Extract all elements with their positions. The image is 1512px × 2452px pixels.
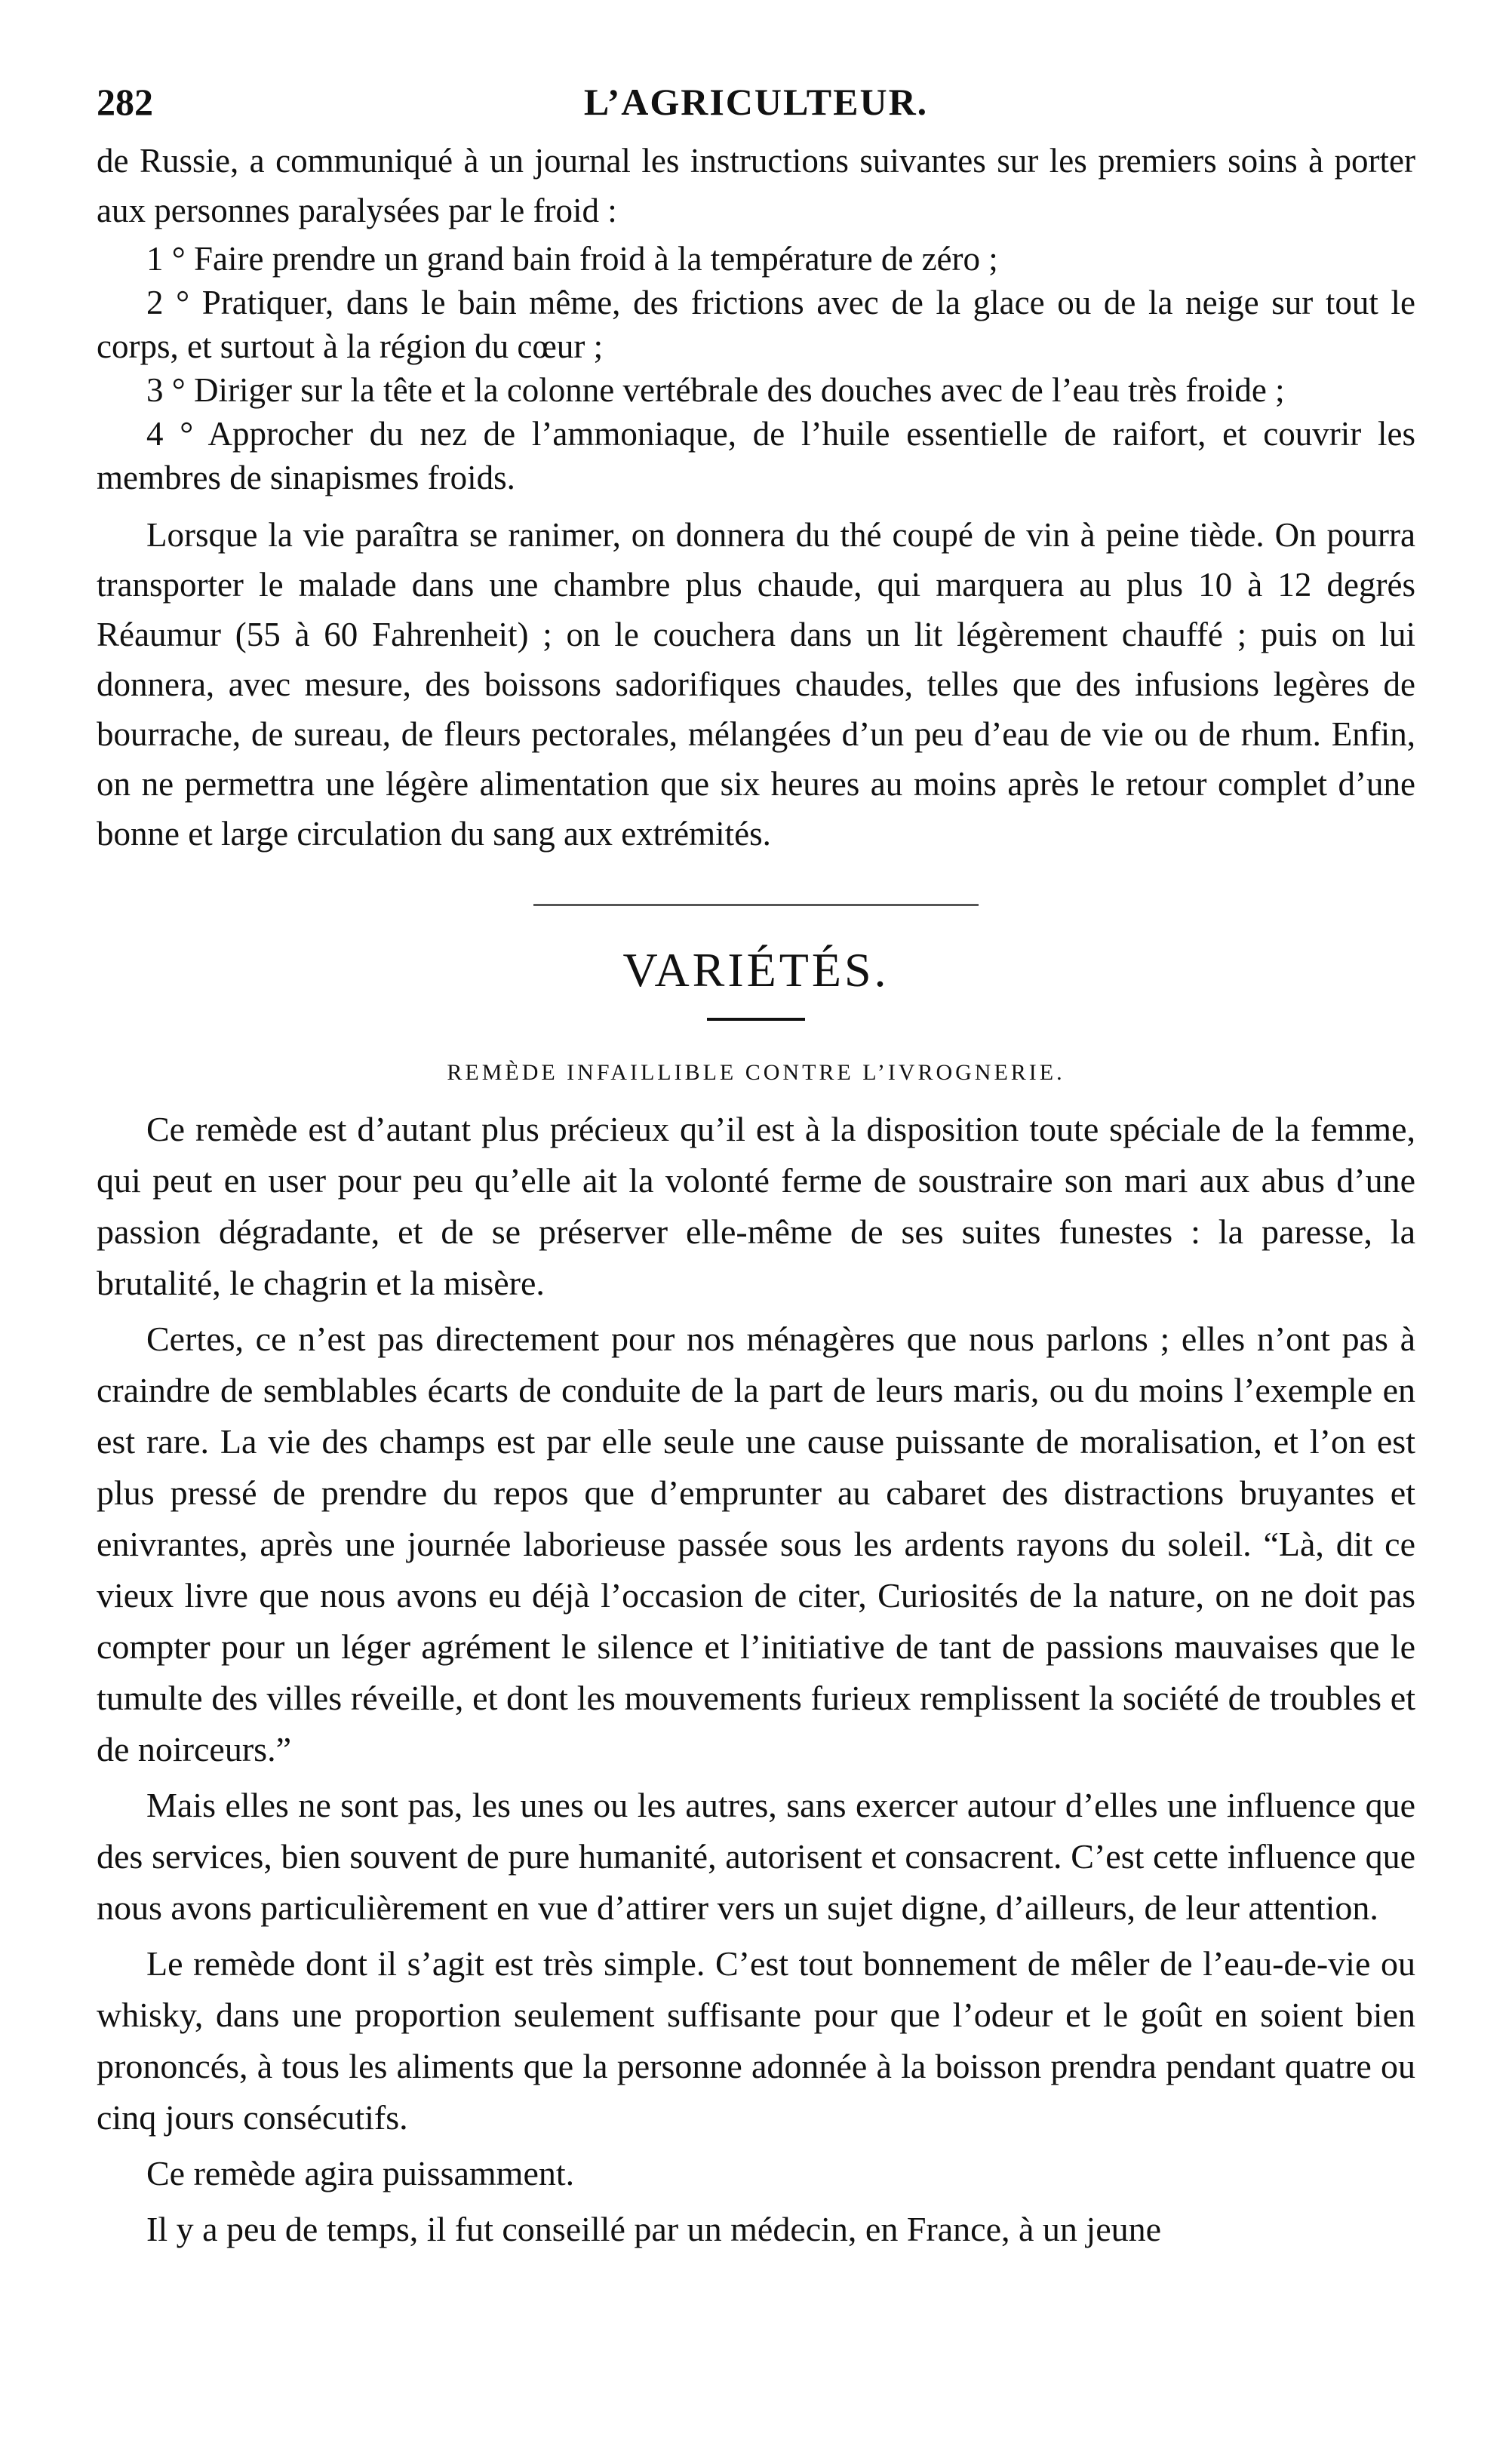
article-body xyxy=(97,1104,1415,2255)
instruction-list xyxy=(97,237,1415,499)
article-paragraph-3: Mais elles ne sont pas, les unes ou les autres, sans exercer autour d’elles une influence que des services, bien souvent de pure humanité, autorisent et consacrent. C’est cette influence que nous avons particulièrement en vue d’attirer vers un sujet digne, d’ailleurs, de leur attention. xyxy=(97,1786,1415,1927)
instruction-item-1: 1 ° Faire prendre un grand bain froid à la température de zéro ; xyxy=(146,240,998,278)
instruction-item-3: 3 ° Diriger sur la tête et la colonne vertébrale des douches avec de l’eau très froide ; xyxy=(146,371,1285,409)
article-paragraph-1: Ce remède est d’autant plus précieux qu’il est à la disposition toute spéciale de la femme, qui peut en user pour peu qu’elle ait la volonté ferme de soustraire son mari aux abus d’une passion dégradante, et de se préserver elle-même de ses suites funestes : la paresse, la brutalité, le chagrin et la misère. xyxy=(97,1110,1415,1302)
instruction-item-2: 2 ° Pratiquer, dans le bain même, des frictions avec de la glace ou de la neige sur tout le corps, et surtout à la région du cœur ; xyxy=(97,284,1415,365)
instruction-item-4: 4 ° Approcher du nez de l’ammoniaque, de l’huile essentielle de raifort, et couvrir les membres de sinapismes froids. xyxy=(97,415,1415,496)
treatment-paragraph: Lorsque la vie paraîtra se ranimer, on donnera du thé coupé de vin à peine tiède. On pourra transporter le malade dans une chambre plus chaude, qui marquera au plus 10 à 12 degrés Réaumur (55 à 60 Fahrenheit) ; on le couchera dans un lit légèrement chauffé ; puis on lui donnera, avec mesure, des boissons sadorifiques chaudes, telles que des infusions legères de bourrache, de sureau, de fleurs pectorales, mélangées d’un peu d’eau de vie ou de rhum. Enfin, on ne permettra une légère alimentation que six heures au moins après le retour complet d’une bonne et large circulation du sang aux extrémités. xyxy=(97,516,1415,853)
article-paragraph-5: Ce remède agira puissamment. xyxy=(146,2154,575,2192)
document-page xyxy=(97,72,1415,2255)
page-number: 282 xyxy=(97,81,153,123)
intro-paragraph: de Russie, a communiqué à un journal les instructions suivantes sur les premiers soins à porter aux personnes paralysées par le froid : xyxy=(97,142,1415,229)
running-header xyxy=(97,72,1415,133)
section-divider xyxy=(533,904,979,906)
article-paragraph-4: Le remède dont il s’agit est très simple. C’est tout bonnement de mêler de l’eau-de-vie ou whisky, dans une proportion seulement suffisante pour que l’odeur et le goût en soient bien prononcés, à tous les aliments que la personne adonnée à la boisson prendra pendant quatre ou cinq jours consécutifs. xyxy=(97,1944,1415,2137)
title-underline xyxy=(707,1018,805,1021)
article-paragraph-2: Certes, ce n’est pas directement pour nos ménagères que nous parlons ; elles n’ont pas à craindre de semblables écarts de conduite de la part de leurs maris, ou du moins l’exemple en est rare. La vie des champs est par elle seule une cause puissante de moralisation, et l’on est plus pressé de prendre du repos que d’emprunter au cabaret des distractions bruyantes et enivrantes, après une journée laborieuse passée sous les ardents rayons du soleil. “Là, dit ce vieux livre que nous avons eu déjà l’occasion de citer, Curiosités de la nature, on ne doit pas compter pour un léger agrément le silence et l’initiative de tant de passions mauvaises que le tumulte des villes réveille, et dont les mouvements furieux remplissent la société de troubles et de noirceurs.” xyxy=(97,1320,1415,1768)
journal-title: L’AGRICULTEUR. xyxy=(583,81,929,123)
section-title: VARIÉTÉS. xyxy=(622,943,890,997)
article-paragraph-6: Il y a peu de temps, il fut conseillé par un médecin, en France, à un jeune xyxy=(146,2210,1162,2248)
article-subheading: REMÈDE INFAILLIBLE CONTRE L’IVROGNERIE. xyxy=(447,1060,1065,1085)
